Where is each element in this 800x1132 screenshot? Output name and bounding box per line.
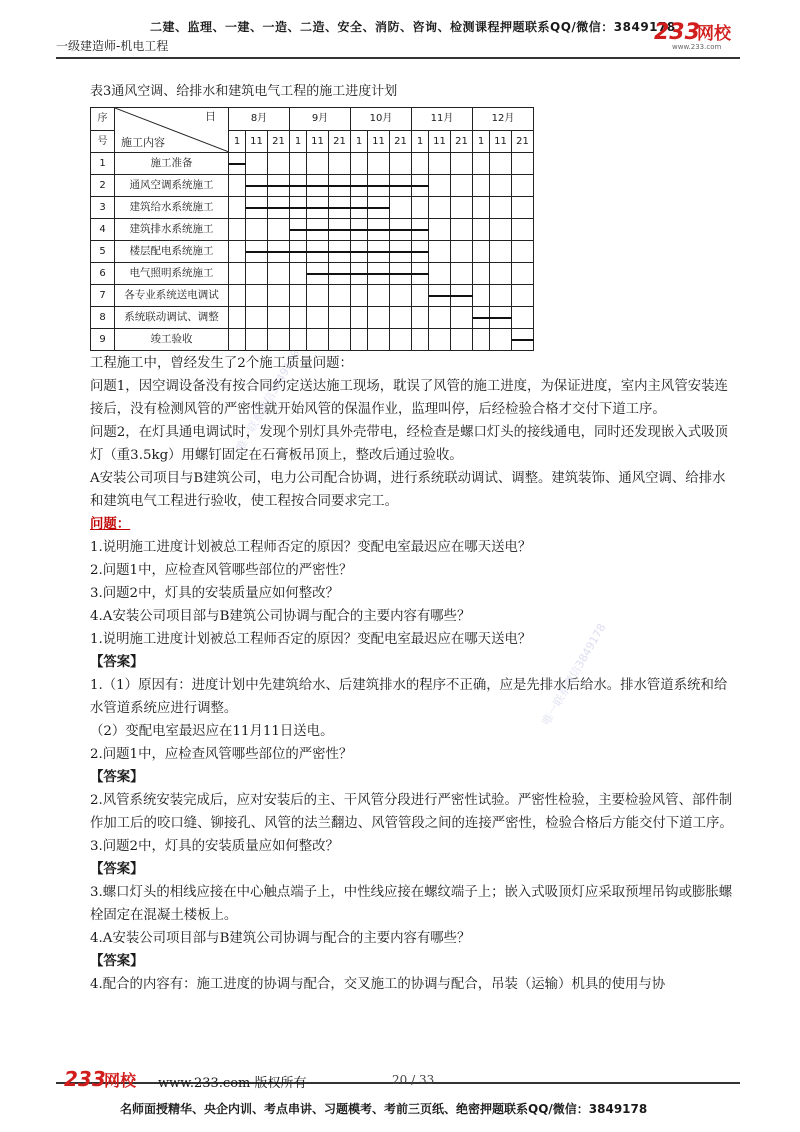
header-divider bbox=[56, 57, 740, 59]
month-aug: 8月 bbox=[229, 108, 290, 131]
col-no-head: 序 bbox=[91, 108, 115, 131]
day-tick: 11 bbox=[368, 131, 390, 153]
task-name: 系统联动调试、调整 bbox=[115, 307, 229, 329]
svg-text:233: 233 bbox=[654, 20, 700, 45]
timeline-cell bbox=[390, 307, 412, 329]
day-tick: 1 bbox=[290, 131, 307, 153]
timeline-cell bbox=[429, 263, 451, 285]
timeline-cell bbox=[246, 219, 268, 241]
timeline-cell bbox=[451, 263, 473, 285]
timeline-cell bbox=[429, 175, 451, 197]
gantt-bar bbox=[246, 185, 429, 187]
timeline-cell bbox=[368, 329, 390, 351]
answer-text: 1.（1）原因有：进度计划中先建筑给水、后建筑排水的程序不正确，应是先排水后给水。排水管道系统和给水管道系统应进行调整。 bbox=[90, 678, 728, 716]
document-body bbox=[90, 352, 738, 996]
header-subject: 一级建造师-机电工程 bbox=[56, 39, 169, 53]
timeline-cell bbox=[290, 285, 307, 307]
timeline-cell bbox=[412, 285, 429, 307]
task-number: 5 bbox=[91, 241, 115, 263]
timeline-cell bbox=[368, 285, 390, 307]
timeline-cell bbox=[490, 329, 512, 351]
question-repeat: 2.问题1中，应检查风管哪些部位的严密性？ bbox=[90, 747, 353, 762]
timeline-cell bbox=[451, 175, 473, 197]
timeline-cell bbox=[429, 219, 451, 241]
day-tick: 21 bbox=[390, 131, 412, 153]
timeline-cell bbox=[268, 263, 290, 285]
answer-text: 4.配合的内容有：施工进度的协调与配合，交叉施工的协调与配合，吊装（运输）机具的使用与协 bbox=[90, 977, 666, 992]
answer-label: 【答案】 bbox=[90, 861, 144, 877]
timeline-cell bbox=[246, 329, 268, 351]
day-tick: 1 bbox=[229, 131, 246, 153]
timeline-cell bbox=[451, 329, 473, 351]
question-item: 2.问题1中，应检查风管哪些部位的严密性？ bbox=[90, 563, 353, 578]
task-name: 电气照明系统施工 bbox=[115, 263, 229, 285]
timeline-cell bbox=[473, 329, 490, 351]
timeline-cell bbox=[490, 197, 512, 219]
timeline-cell bbox=[329, 153, 351, 175]
timeline-cell bbox=[490, 241, 512, 263]
footer-logo bbox=[64, 1066, 154, 1096]
paragraph: 问题2，在灯具通电调试时，发现个别灯具外壳带电，经检查是螺口灯头的接线通电，同时还发现嵌入式吸顶灯（重3.5kg）用螺钉固定在石膏板吊顶上，整改后通过验收。 bbox=[90, 425, 728, 463]
gantt-bar bbox=[246, 251, 429, 253]
answer-label: 【答案】 bbox=[90, 654, 144, 670]
task-name: 楼层配电系统施工 bbox=[115, 241, 229, 263]
table-row bbox=[91, 307, 534, 329]
task-number: 1 bbox=[91, 153, 115, 175]
timeline-cell bbox=[412, 153, 429, 175]
table-row bbox=[91, 329, 534, 351]
timeline-cell bbox=[412, 197, 429, 219]
timeline-cell bbox=[351, 307, 368, 329]
timeline-cell bbox=[451, 241, 473, 263]
task-number: 3 bbox=[91, 197, 115, 219]
svg-text:网校: 网校 bbox=[697, 24, 731, 44]
timeline-cell bbox=[429, 307, 451, 329]
timeline-cell bbox=[490, 285, 512, 307]
svg-text:www.233.com: www.233.com bbox=[672, 43, 722, 51]
timeline-cell bbox=[329, 285, 351, 307]
day-tick: 1 bbox=[412, 131, 429, 153]
timeline-cell bbox=[351, 285, 368, 307]
timeline-cell bbox=[512, 219, 534, 241]
timeline-cell bbox=[512, 175, 534, 197]
timeline-cell bbox=[451, 219, 473, 241]
question-repeat: 3.问题2中，灯具的安装质量应如何整改？ bbox=[90, 839, 339, 854]
timeline-cell bbox=[246, 307, 268, 329]
answer-label: 【答案】 bbox=[90, 769, 144, 785]
timeline-cell bbox=[429, 197, 451, 219]
answer-label: 【答案】 bbox=[90, 953, 144, 969]
day-tick: 21 bbox=[512, 131, 534, 153]
timeline-cell bbox=[473, 241, 490, 263]
task-name: 建筑排水系统施工 bbox=[115, 219, 229, 241]
svg-text:网校: 网校 bbox=[104, 1071, 137, 1090]
task-number: 8 bbox=[91, 307, 115, 329]
gantt-bar bbox=[246, 207, 390, 209]
timeline-cell bbox=[351, 153, 368, 175]
day-tick: 21 bbox=[268, 131, 290, 153]
diag-day-label: 日 bbox=[205, 110, 216, 123]
timeline-cell bbox=[473, 285, 490, 307]
timeline-cell bbox=[329, 329, 351, 351]
gantt-chart bbox=[90, 107, 534, 351]
timeline-cell bbox=[229, 219, 246, 241]
timeline-cell bbox=[429, 153, 451, 175]
day-tick: 11 bbox=[307, 131, 329, 153]
task-name: 施工准备 bbox=[115, 153, 229, 175]
timeline-cell bbox=[490, 175, 512, 197]
diagonal-header-cell bbox=[115, 108, 229, 153]
timeline-cell bbox=[473, 197, 490, 219]
timeline-cell bbox=[246, 285, 268, 307]
timeline-cell bbox=[351, 329, 368, 351]
timeline-cell bbox=[451, 153, 473, 175]
watermark: 唯一联系微信3849178 bbox=[233, 347, 303, 454]
timeline-cell bbox=[512, 263, 534, 285]
question-item: 4.A安装公司项目部与B建筑公司协调与配合的主要内容有哪些？ bbox=[90, 609, 471, 624]
answer-text: 3.螺口灯头的相线应接在中心触点端子上，中性线应接在螺纹端子上；嵌入式吸顶灯应采取预埋吊钩或膨胀螺栓固定在混凝土楼板上。 bbox=[90, 885, 733, 923]
timeline-cell bbox=[268, 285, 290, 307]
timeline-cell bbox=[512, 285, 534, 307]
day-tick: 21 bbox=[451, 131, 473, 153]
question-repeat: 4.A安装公司项目部与B建筑公司协调与配合的主要内容有哪些？ bbox=[90, 931, 471, 946]
svg-text:233: 233 bbox=[64, 1067, 106, 1091]
timeline-cell bbox=[368, 153, 390, 175]
timeline-cell bbox=[307, 153, 329, 175]
task-name: 竣工验收 bbox=[115, 329, 229, 351]
col-no-head-2: 号 bbox=[91, 131, 115, 153]
header-contact-line: 二建、监理、一建、一造、二造、安全、消防、咨询、检测课程押题联系QQ/微信：3849178 bbox=[150, 20, 676, 34]
gantt-bar bbox=[229, 163, 246, 165]
timeline-cell bbox=[490, 153, 512, 175]
timeline-cell bbox=[268, 307, 290, 329]
timeline-cell bbox=[290, 153, 307, 175]
timeline-cell bbox=[390, 197, 412, 219]
task-name: 通风空调系统施工 bbox=[115, 175, 229, 197]
timeline-cell bbox=[268, 329, 290, 351]
timeline-cell bbox=[368, 307, 390, 329]
timeline-cell bbox=[229, 241, 246, 263]
paragraph: 工程施工中，曾经发生了2个施工质量问题： bbox=[90, 356, 353, 371]
month-oct: 10月 bbox=[351, 108, 412, 131]
timeline-cell bbox=[229, 175, 246, 197]
footer-site: www.233.com 版权所有 bbox=[158, 1076, 307, 1091]
timeline-cell bbox=[451, 197, 473, 219]
timeline-cell bbox=[473, 263, 490, 285]
gantt-bar bbox=[307, 273, 429, 275]
timeline-cell bbox=[290, 307, 307, 329]
gantt-bar bbox=[512, 339, 534, 341]
task-number: 4 bbox=[91, 219, 115, 241]
gantt-bar bbox=[429, 295, 473, 297]
gantt-bar bbox=[290, 229, 429, 231]
task-number: 2 bbox=[91, 175, 115, 197]
timeline-cell bbox=[412, 307, 429, 329]
timeline-cell bbox=[512, 153, 534, 175]
timeline-cell bbox=[490, 263, 512, 285]
timeline-cell bbox=[473, 153, 490, 175]
timeline-cell bbox=[429, 329, 451, 351]
timeline-cell bbox=[329, 307, 351, 329]
task-name: 建筑给水系统施工 bbox=[115, 197, 229, 219]
timeline-cell bbox=[490, 219, 512, 241]
question-repeat: 1.说明施工进度计划被总工程师否定的原因？变配电室最迟应在哪天送电？ bbox=[90, 632, 532, 647]
question-item: 1.说明施工进度计划被总工程师否定的原因？变配电室最迟应在哪天送电？ bbox=[90, 540, 532, 555]
paragraph: A安装公司项目与B建筑公司，电力公司配合协调，进行系统联动调试、调整。建筑装饰、通风空调、给排水和建筑电气工程进行验收，使工程按合同要求完工。 bbox=[90, 471, 726, 509]
timeline-cell bbox=[290, 263, 307, 285]
month-dec: 12月 bbox=[473, 108, 534, 131]
brand-logo bbox=[652, 17, 744, 55]
timeline-cell bbox=[229, 263, 246, 285]
footer-contact-line: 名师面授精华、央企内训、考点串讲、习题模考、考前三页纸、绝密押题联系QQ/微信：3849178 bbox=[120, 1102, 648, 1116]
task-number: 6 bbox=[91, 263, 115, 285]
timeline-cell bbox=[429, 241, 451, 263]
timeline-cell bbox=[473, 219, 490, 241]
day-tick: 11 bbox=[490, 131, 512, 153]
questions-heading: 问题： bbox=[90, 516, 131, 532]
diag-task-label: 施工内容 bbox=[121, 136, 165, 149]
day-tick: 1 bbox=[473, 131, 490, 153]
day-tick: 1 bbox=[351, 131, 368, 153]
timeline-cell bbox=[390, 329, 412, 351]
timeline-cell bbox=[412, 329, 429, 351]
timeline-cell bbox=[229, 197, 246, 219]
table-row bbox=[91, 153, 534, 175]
timeline-cell bbox=[229, 307, 246, 329]
timeline-cell bbox=[307, 329, 329, 351]
month-sep: 9月 bbox=[290, 108, 351, 131]
timeline-cell bbox=[246, 263, 268, 285]
timeline-cell bbox=[307, 285, 329, 307]
table-title: 表3通风空调、给排水和建筑电气工程的施工进度计划 bbox=[90, 84, 398, 99]
day-tick: 11 bbox=[246, 131, 268, 153]
timeline-cell bbox=[451, 307, 473, 329]
timeline-cell bbox=[246, 153, 268, 175]
timeline-cell bbox=[229, 285, 246, 307]
page-number: 20 / 33 bbox=[392, 1073, 435, 1087]
answer-text: （2）变配电室最迟应在11月11日送电。 bbox=[90, 724, 334, 739]
timeline-cell bbox=[512, 307, 534, 329]
timeline-cell bbox=[473, 175, 490, 197]
task-name: 各专业系统送电调试 bbox=[115, 285, 229, 307]
timeline-cell bbox=[512, 241, 534, 263]
day-tick: 11 bbox=[429, 131, 451, 153]
timeline-cell bbox=[268, 153, 290, 175]
task-number: 7 bbox=[91, 285, 115, 307]
timeline-cell bbox=[390, 285, 412, 307]
task-number: 9 bbox=[91, 329, 115, 351]
answer-text: 2.风管系统安装完成后，应对安装后的主、干风管分段进行严密性试验。严密性检验，主要检验风管、部件制作加工后的咬口缝、铆接孔、风管的法兰翻边、风管管段之间的连接严密性，检验合格后方能交付下道工序。 bbox=[90, 793, 733, 831]
timeline-cell bbox=[390, 153, 412, 175]
timeline-cell bbox=[268, 219, 290, 241]
day-tick: 21 bbox=[329, 131, 351, 153]
watermark: 唯一联系微信3849178 bbox=[539, 621, 609, 728]
paragraph: 问题1，因空调设备没有按合同约定送达施工现场，耽误了风管的施工进度，为保证进度，室内主风管安装连接后，没有检测风管的严密性就开始风管的保温作业，监理叫停，后经检验合格才交付下道工序。 bbox=[90, 379, 728, 417]
timeline-cell bbox=[229, 329, 246, 351]
month-nov: 11月 bbox=[412, 108, 473, 131]
question-item: 3.问题2中，灯具的安装质量应如何整改？ bbox=[90, 586, 339, 601]
timeline-cell bbox=[307, 307, 329, 329]
timeline-cell bbox=[512, 197, 534, 219]
gantt-bar bbox=[473, 317, 512, 319]
